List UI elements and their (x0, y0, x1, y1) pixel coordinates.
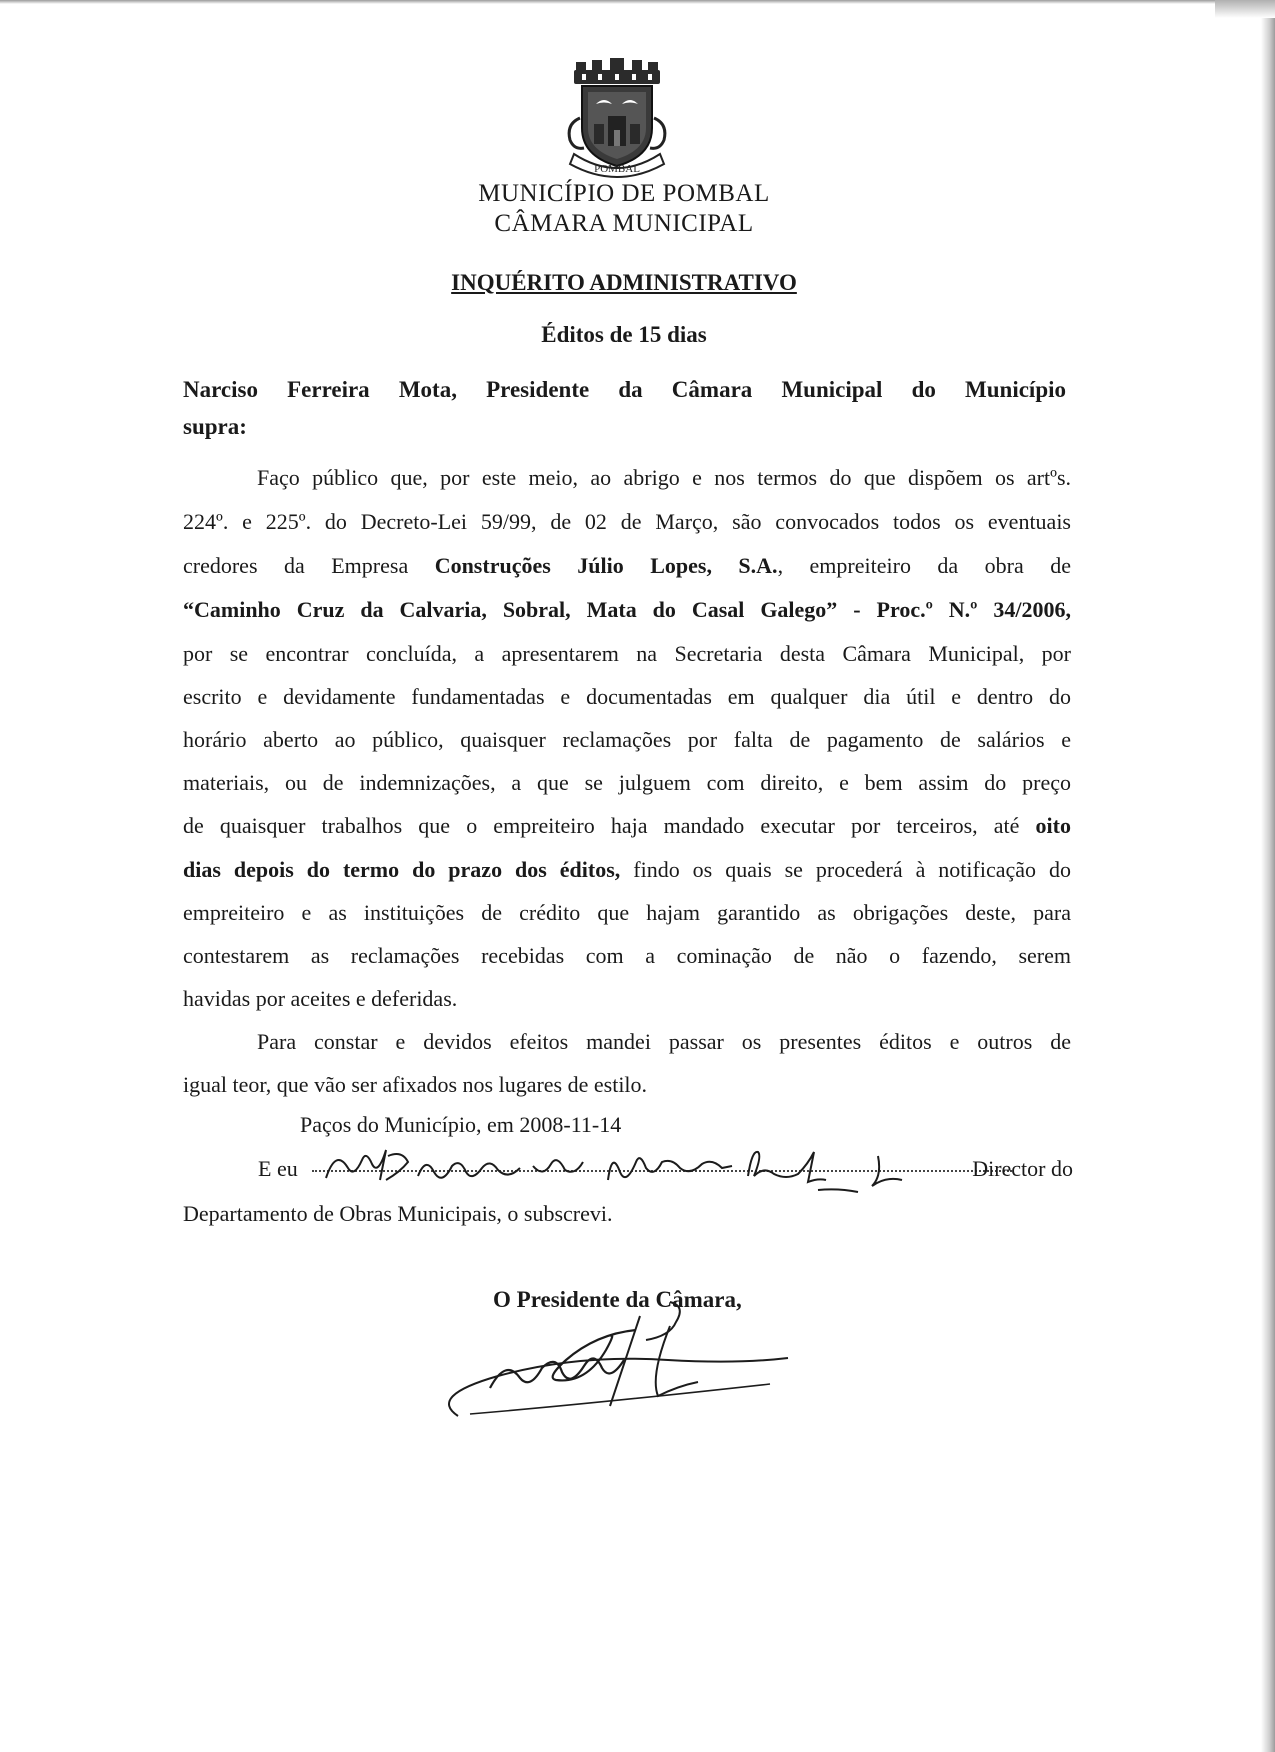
council-name: CÂMARA MUNICIPAL (494, 210, 754, 237)
deadline-emphasis: oito (1035, 813, 1071, 838)
body-line: empreiteiro e as instituições de crédito que hajam garantido as obrigações deste, para (183, 900, 1071, 925)
scan-edge-top (0, 0, 1275, 4)
place-date: Paços do Município, em 2008-11-14 (300, 1112, 622, 1137)
scan-edge-right (1261, 0, 1275, 1752)
body-line: Faço público que, por este meio, ao abrigo e nos termos do que dispõem os artºs. (257, 465, 1071, 490)
signatory-title: O Presidente da Câmara, (493, 1287, 742, 1312)
body-line: havidas por aceites e deferidas. (183, 986, 458, 1011)
body-line (183, 857, 1071, 883)
document-title: INQUÉRITO ADMINISTRATIVO (451, 270, 797, 295)
body-line: materiais, ou de indemnizações, a que se julguem com direito, e bem assim do preço (183, 770, 1071, 795)
scan-edge-corner (1215, 0, 1275, 18)
body-line: por se encontrar concluída, a apresentarem na Secretaria desta Câmara Municipal, por (183, 641, 1071, 666)
body-text-fragment: de quaisquer trabalhos que o empreiteiro haja mandado executar por terceiros, até (183, 813, 1036, 838)
author-suffix: supra: (183, 414, 247, 439)
crest-ribbon-label: POMBAL (594, 163, 640, 175)
municipality-name: MUNICÍPIO DE POMBAL (478, 180, 770, 207)
body-text-fragment: , empreiteiro da obra de (777, 553, 1072, 578)
author-line: Narciso Ferreira Mota, Presidente da Câmara Municipal do Município (183, 377, 1066, 402)
body-line: escrito e devidamente fundamentadas e documentadas em qualquer dia útil e dentro do (183, 684, 1071, 709)
project-reference: “Caminho Cruz da Calvaria, Sobral, Mata do Casal Galego” - Proc.º N.º 34/2006, (183, 597, 1071, 622)
director-line-lead: E eu (258, 1156, 298, 1181)
body-text-fragment: findo os quais se procederá à notificação do (620, 857, 1071, 882)
body-text-fragment: credores da Empresa (183, 553, 435, 578)
body-line: contestarem as reclamações recebidas com a cominação de não o fazendo, serem (183, 943, 1071, 968)
director-signature (318, 1136, 958, 1196)
body-line (183, 553, 1071, 579)
president-signature (440, 1296, 820, 1426)
body-line: horário aberto ao público, quaisquer reclamações por falta de pagamento de salários e (183, 727, 1071, 752)
director-title: Director do (972, 1156, 1073, 1181)
municipal-crest-icon (552, 58, 682, 180)
body-line: Para constar e devidos efeitos mandei passar os presentes éditos e outros de (257, 1029, 1071, 1054)
body-line: igual teor, que vão ser afixados nos lugares de estilo. (183, 1072, 648, 1097)
contractor-name: Construções Júlio Lopes, S.A. (434, 553, 778, 578)
body-line: 224º. e 225º. do Decreto-Lei 59/99, de 02 de Março, são convocados todos os eventuais (183, 509, 1071, 534)
deadline-emphasis: dias depois do termo do prazo dos éditos, (183, 857, 621, 882)
document-subtitle: Éditos de 15 dias (541, 322, 707, 347)
department-line: Departamento de Obras Municipais, o subscrevi. (183, 1201, 613, 1226)
body-line (183, 813, 1071, 839)
